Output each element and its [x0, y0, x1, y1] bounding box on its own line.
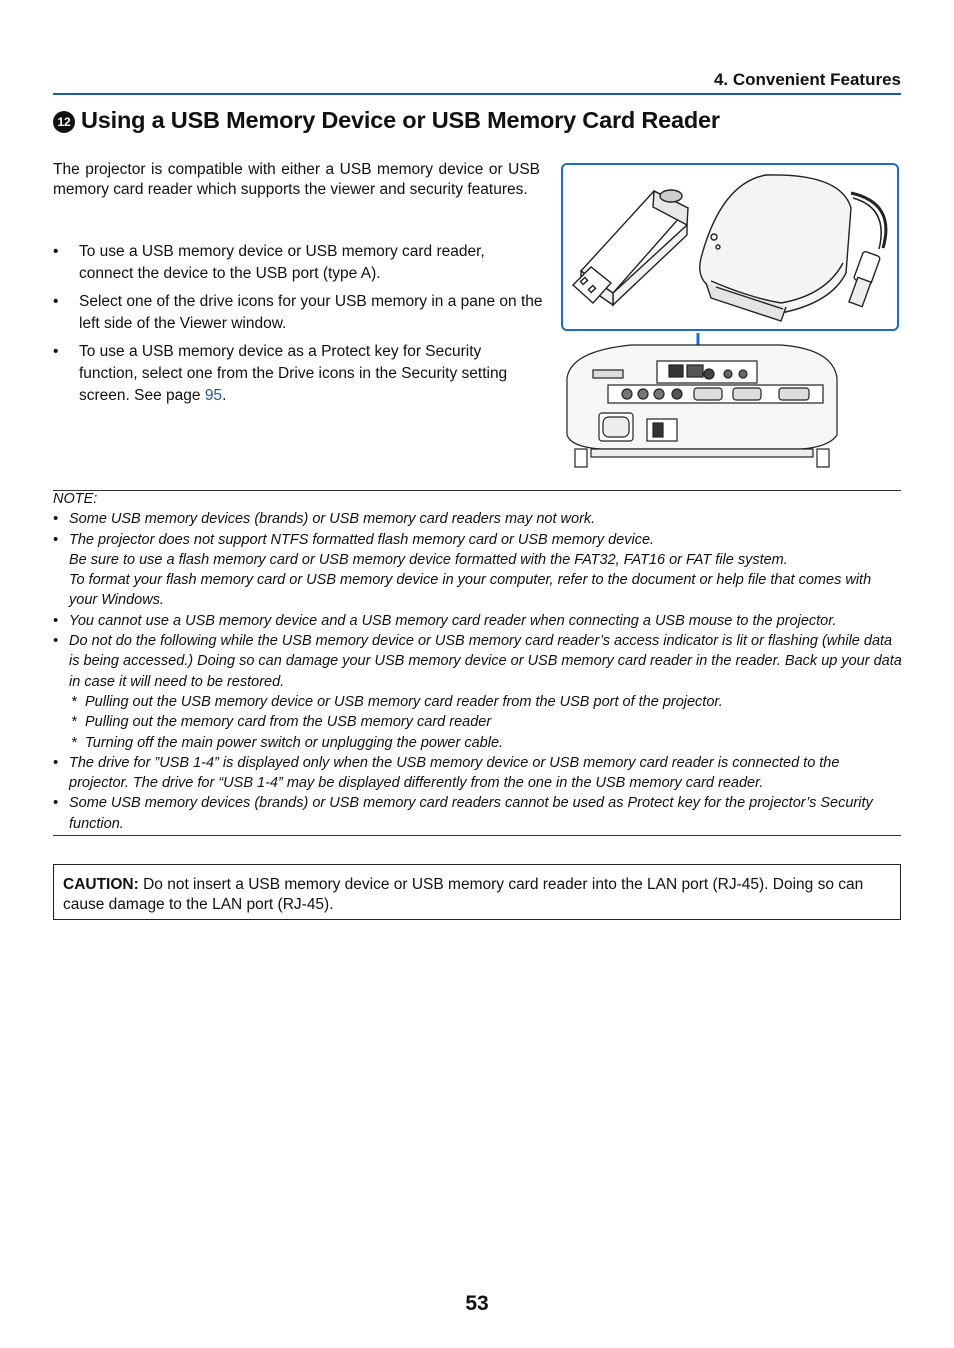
note-item [53, 631, 903, 692]
note-text: The projector does not support NTFS formatted flash memory card or USB memory device. [69, 531, 655, 548]
caution-text: Do not insert a USB memory device or USB memory card reader into the LAN port (RJ-45). Doing so can cause damage to the LAN port (RJ-45). [63, 876, 864, 913]
usb-card-reader-icon [700, 175, 886, 321]
list-item [53, 341, 543, 407]
projector-rear-panel-icon [567, 345, 837, 467]
intro-paragraph: The projector is compatible with either a USB memory device or USB memory card reader which supports the viewer and security features. [53, 161, 540, 198]
title-text: Using a USB Memory Device or USB Memory Card Reader [81, 107, 720, 133]
page-title [53, 107, 720, 134]
note-subtext: Turning off the main power switch or unplugging the power cable. [85, 734, 504, 751]
note-continuation: To format your flash memory card or USB memory device in your computer, refer to the document or help file that comes with your Windows. [69, 572, 872, 609]
note-block [53, 489, 903, 834]
bullet-text: To use a USB memory device or USB memory card reader, connect the device to the USB port (type A). [79, 243, 485, 282]
note-text: Some USB memory devices (brands) or USB memory card readers cannot be used as Protect key for the projector’s Security function. [69, 795, 873, 832]
note-bullet: • [53, 511, 59, 528]
bullet-mark: • [53, 293, 59, 310]
caution-box [53, 864, 901, 920]
page-link[interactable]: 95 [204, 387, 223, 404]
list-item [53, 241, 543, 285]
note-text: You cannot use a USB memory device and a USB memory card reader when connecting a USB mouse to the projector. [69, 612, 837, 629]
note-text: Some USB memory devices (brands) or USB memory card readers may not work. [69, 511, 596, 528]
note-bullet: • [53, 795, 59, 812]
section-header: 4. Convenient Features [713, 70, 901, 89]
bullet-mark: • [53, 343, 59, 360]
note-item [53, 509, 903, 529]
note-text: The drive for ”USB 1-4” is displayed only when the USB memory device or USB memory card reader is connected to the projector. The drive for “USB 1-4” may be displayed differently from the one in the USB memory card reader. [69, 754, 840, 792]
note-bullet: • [53, 754, 59, 771]
section-number-badge: 12 [53, 111, 75, 133]
caution-label: CAUTION: [63, 876, 139, 893]
usb-connection-illustration [561, 163, 901, 473]
note-subitem [53, 733, 903, 753]
note-asterisk: * [71, 693, 77, 710]
note-item [53, 753, 903, 794]
note-bottom-rule [53, 835, 901, 836]
note-item [53, 530, 903, 550]
bullet-text-end: . [222, 387, 227, 404]
note-bullet: • [53, 612, 59, 629]
note-bullet: • [53, 633, 59, 650]
note-label: NOTE: [53, 491, 98, 507]
instruction-list [53, 241, 543, 413]
note-subtext: Pulling out the memory card from the USB memory card reader [85, 714, 492, 731]
note-item [53, 611, 903, 631]
bullet-text: Select one of the drive icons for your USB memory in a pane on the left side of the Viewer window. [79, 293, 543, 332]
note-bullet: • [53, 531, 59, 548]
bullet-text: To use a USB memory device as a Protect key for Security function, select one from the Drive icons in the Security setting screen. See page [79, 343, 508, 404]
note-continuation: Be sure to use a flash memory card or USB memory device formatted with the FAT32, FAT16 or FAT file system. [69, 551, 788, 568]
note-subtext: Pulling out the USB memory device or USB memory card reader from the USB port of the projector. [85, 693, 723, 710]
note-text: Do not do the following while the USB memory device or USB memory card reader’s access indicator is lit or flashing (while data is being accessed.) Doing so can damage your USB memory device or USB memory card reader in the reader. Back up your data in case it will need to be restored. [69, 633, 902, 690]
note-asterisk: * [71, 734, 77, 751]
bullet-mark: • [53, 243, 59, 260]
note-item [53, 793, 903, 834]
header-rule [53, 93, 901, 95]
note-asterisk: * [71, 714, 77, 731]
note-subitem [53, 712, 903, 732]
list-item [53, 291, 543, 335]
note-subitem [53, 692, 903, 712]
page-number: 53 [465, 1292, 489, 1315]
usb-memory-stick-icon [573, 190, 688, 305]
